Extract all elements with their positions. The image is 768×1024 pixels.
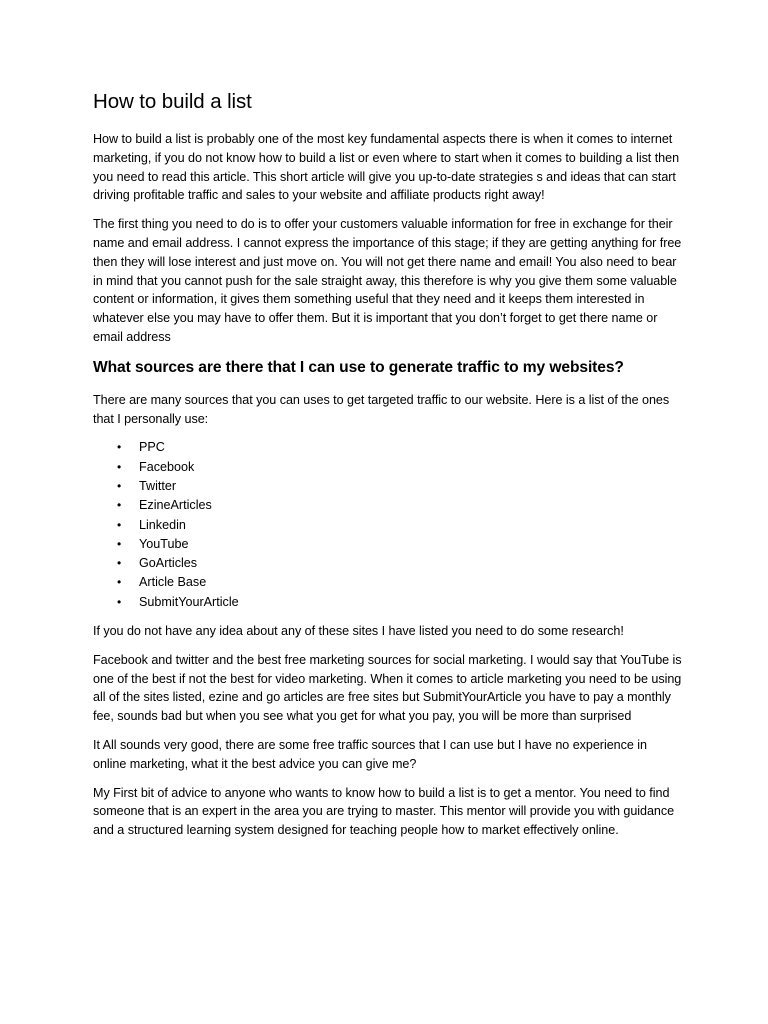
list-item-label: Article Base xyxy=(139,575,207,590)
bullet-icon: • xyxy=(117,498,122,513)
bullet-icon: • xyxy=(117,478,122,493)
list-item xyxy=(93,516,683,535)
list-item-label: EzineArticles xyxy=(139,498,212,513)
list-item xyxy=(93,496,683,515)
sources-intro-paragraph: There are many sources that you can uses to get targeted traffic to our website. Here is a list of the ones that I personally use: xyxy=(93,392,670,426)
list-item-label: Facebook xyxy=(139,459,195,474)
list-item xyxy=(93,593,683,612)
list-item xyxy=(93,554,683,573)
closing-paragraph-3: It All sounds very good, there are some free traffic sources that I can use but I have no experience in online marketing, what it the best advice you can give me? xyxy=(93,738,647,771)
bullet-icon: • xyxy=(117,517,122,532)
bullet-icon: • xyxy=(117,440,122,455)
list-item-label: Linkedin xyxy=(139,517,186,532)
intro-paragraph-1: How to build a list is probably one of the most key fundamental aspects there is when it comes to internet marketing, if you do not know how to build a list or even where to start when it comes to building a list then you need to read this article. This short article will give you up-to-date strategies s and ideas that can start driving profitable traffic and sales to your website and affiliate products right away! xyxy=(93,132,680,203)
list-item-label: PPC xyxy=(139,440,165,455)
list-item-label: YouTube xyxy=(139,536,189,551)
closing-paragraph-4: My First bit of advice to anyone who wants to know how to build a list is to get a mentor. You need to find someone that is an expert in the area you are trying to master. This mentor will provide you with guidance and a structured learning system designed for teaching people how to market effectively online. xyxy=(93,785,675,838)
list-item xyxy=(93,458,683,477)
closing-paragraph-2: Facebook and twitter and the best free marketing sources for social marketing. I would say that YouTube is one of the best if not the best for video marketing. When it comes to article marketing you need to be using all of the sites listed, ezine and go articles are free sites but SubmitYourArticle you have to pay a monthly fee, sounds bad but when you see what you get for what you pay, you will be more than surprised xyxy=(93,652,682,724)
list-item xyxy=(93,573,683,592)
page-title: How to build a list xyxy=(93,90,252,113)
bullet-icon: • xyxy=(117,575,122,590)
list-item-label: GoArticles xyxy=(139,556,198,571)
bullet-icon: • xyxy=(117,459,122,474)
list-item-label: SubmitYourArticle xyxy=(139,594,239,609)
bullet-icon: • xyxy=(117,556,122,571)
bullet-icon: • xyxy=(117,594,122,609)
intro-paragraph-2: The first thing you need to do is to offer your customers valuable information for free in exchange for their name and email address. I cannot express the importance of this stage; if they are getting anything for free then they will lose interest and just move on. You will not get there name and email! You also need to bear in mind that you cannot push for the sale straight away, this therefore is why you give them some valuable content or information, it gives them something useful that they need and it keeps them interested in whatever else you may have to offer them. But it is important that you don’t forget to get there name or email address xyxy=(93,217,682,344)
bullet-icon: • xyxy=(117,536,122,551)
list-item xyxy=(93,535,683,554)
list-item-label: Twitter xyxy=(139,478,177,493)
sources-list xyxy=(93,438,683,612)
list-item xyxy=(93,438,683,457)
closing-paragraph-1: If you do not have any idea about any of these sites I have listed you need to do some research! xyxy=(93,624,624,639)
list-item xyxy=(93,477,683,496)
section-heading: What sources are there that I can use to generate traffic to my websites? xyxy=(93,358,624,376)
document-page xyxy=(93,88,683,850)
